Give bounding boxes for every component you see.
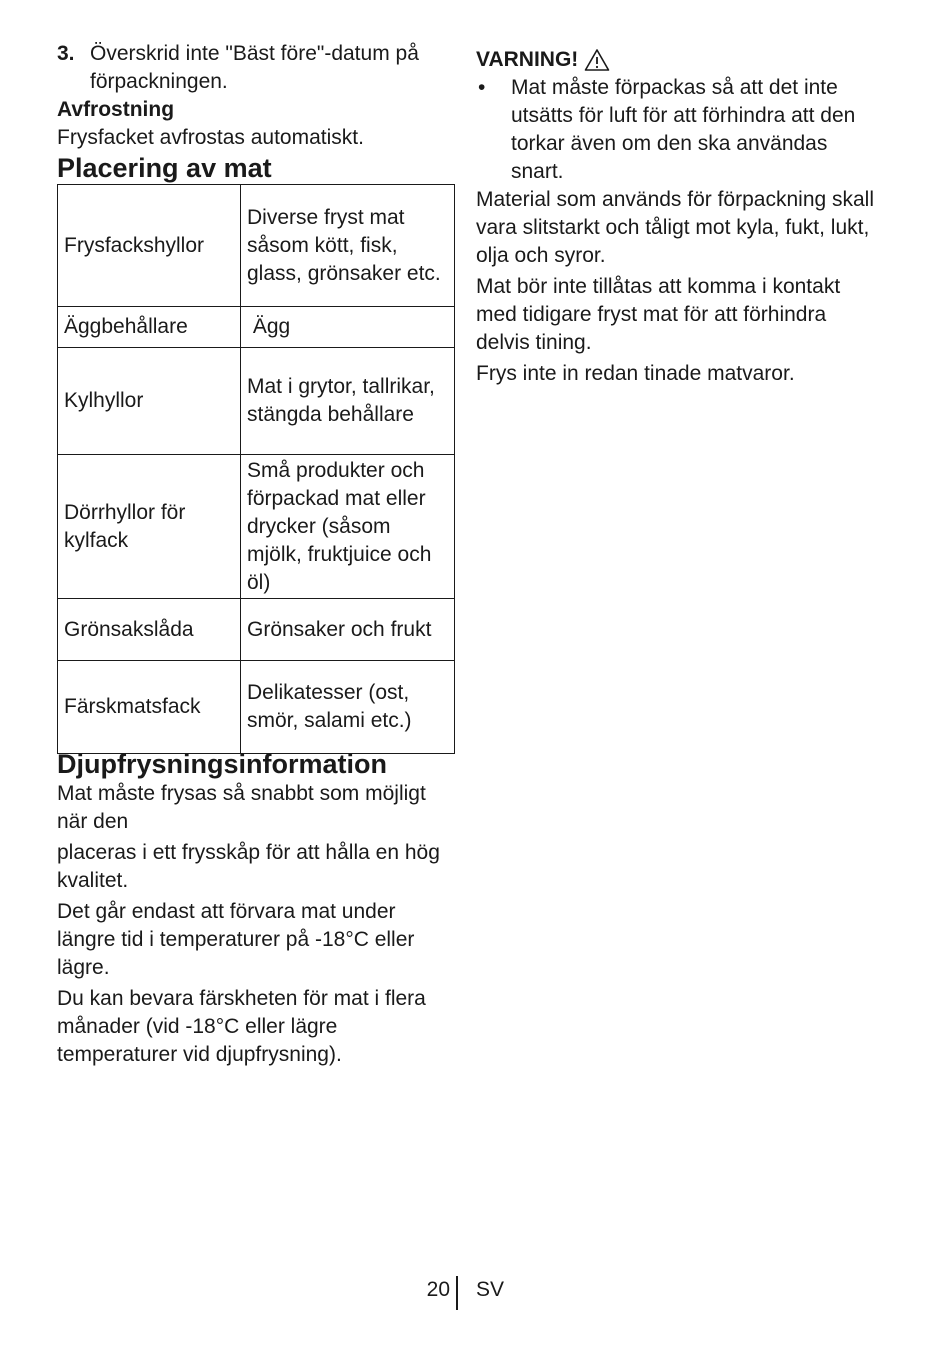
deepfreeze-paragraph: Mat måste frysas så snabbt som möjligt när den [57, 782, 426, 833]
deepfreeze-heading: Djupfrysningsinformation [57, 749, 387, 779]
table-cell-place: Dörrhyllor för kylfack [58, 455, 241, 599]
left-column [57, 40, 455, 1069]
table-cell-place: Grönsakslåda [58, 599, 241, 661]
right-column [476, 40, 876, 388]
table-cell-content: Delikatesser (ost, smör, salami etc.) [241, 661, 455, 754]
table-cell-place: Frysfackshyllor [58, 185, 241, 307]
table-row [58, 185, 455, 307]
deepfreeze-paragraph: Det går endast att förvara mat under längre tid i temperaturer på -18°C eller lägre. [57, 900, 415, 979]
language-code: SV [476, 1278, 505, 1301]
table-cell-content: Mat i grytor, tallrikar, stängda behållare [241, 348, 455, 455]
table-cell-place: Kylhyllor [58, 348, 241, 455]
table-cell-place: Äggbehållare [58, 307, 241, 348]
bullet-symbol: • [478, 76, 486, 99]
table-row [58, 661, 455, 754]
warning-title: VARNING! [476, 48, 579, 71]
warning-triangle-icon [584, 48, 610, 72]
packaging-paragraph: Material som används för förpackning skall vara slitstarkt och tåligt mot kyla, fukt, lukt, olja och syror. [476, 188, 875, 267]
table-row [58, 307, 455, 348]
table-row [58, 348, 455, 455]
table-row [58, 599, 455, 661]
deepfreeze-paragraph: Du kan bevara färskheten för mat i flera månader (vid -18°C eller lägre temperaturer vid djupfrysning). [57, 987, 426, 1066]
warning-bullet [476, 74, 876, 186]
item-number: 3. [57, 42, 75, 65]
deepfreeze-paragraph: placeras i ett frysskåp för att hålla en hög kvalitet. [57, 841, 440, 892]
defrost-heading: Avfrostning [57, 98, 175, 121]
table-cell-content: Diverse fryst mat såsom kött, fisk, glass, grönsaker etc. [241, 185, 455, 307]
thawed-paragraph: Frys inte in redan tinade matvaror. [476, 362, 795, 385]
bullet-text: Mat måste förpackas så att det inte utsätts för luft för att förhindra att den torkar även om den ska användas snart. [511, 76, 856, 183]
footer-divider [456, 1276, 458, 1310]
page-number: 20 [426, 1278, 450, 1301]
table-cell-content: Små produkter och förpackad mat eller drycker (såsom mjölk, fruktjuice och öl) [241, 455, 455, 599]
item-text: Överskrid inte "Bäst före"-datum på förpackningen. [90, 42, 419, 93]
placement-table [57, 184, 455, 754]
table-row [58, 455, 455, 599]
placement-heading: Placering av mat [57, 153, 272, 183]
table-cell-content: Grönsaker och frukt [241, 599, 455, 661]
defrost-text: Frysfacket avfrostas automatiskt. [57, 126, 364, 149]
numbered-item-3 [57, 40, 455, 96]
warning-heading [476, 46, 876, 74]
contact-paragraph: Mat bör inte tillåtas att komma i kontakt med tidigare fryst mat för att förhindra delvis tining. [476, 275, 841, 354]
table-cell-place: Färskmatsfack [58, 661, 241, 754]
page-footer [0, 1274, 950, 1314]
table-cell-content: Ägg [241, 307, 455, 348]
